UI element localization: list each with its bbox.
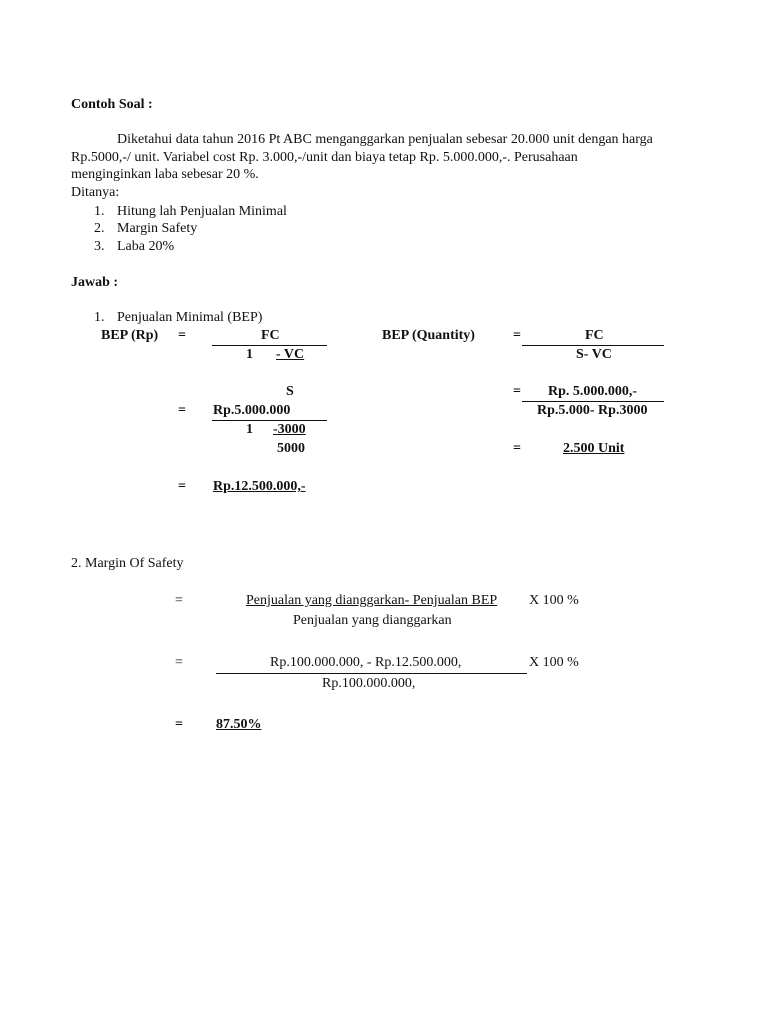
denominator-one: 1 xyxy=(246,422,253,437)
denominator-vc: - VC xyxy=(276,347,305,362)
section2-title: 2. Margin Of Safety xyxy=(71,556,184,571)
problem-line-3: menginginkan laba sebesar 20 %. xyxy=(71,167,259,182)
example-heading: Contoh Soal : xyxy=(71,97,153,112)
mos-values-numerator: Rp.100.000.000, - Rp.12.500.000, xyxy=(270,655,462,670)
quantity-denominator: Rp.5.000- Rp.3000 xyxy=(537,403,648,418)
equals-sign: = xyxy=(178,403,186,418)
times-100-label: X 100 % xyxy=(529,593,579,608)
mos-formula-denominator: Penjualan yang dianggarkan xyxy=(293,613,452,628)
ditanya-label: Ditanya: xyxy=(71,185,120,200)
quantity-numerator: Rp. 5.000.000,- xyxy=(548,384,638,399)
times-100-label: X 100 % xyxy=(529,655,579,670)
equals-sign: = xyxy=(178,328,186,343)
s-symbol: S xyxy=(286,384,294,399)
fc-numerator: FC xyxy=(261,328,280,343)
bep-quantity-label: BEP (Quantity) xyxy=(382,328,475,343)
question-number: 2. xyxy=(94,221,105,236)
mos-result-value: 87.50% xyxy=(216,717,262,732)
question-item: Hitung lah Penjualan Minimal xyxy=(117,204,287,219)
bep-quantity-result: 2.500 Unit xyxy=(563,441,625,456)
equals-sign: = xyxy=(175,593,183,608)
quantity-fc: FC xyxy=(585,328,604,343)
equals-sign: = xyxy=(513,384,521,399)
section1-title: Penjualan Minimal (BEP) xyxy=(117,310,263,325)
denominator-vc-value: -3000 xyxy=(273,422,306,437)
question-number: 1. xyxy=(94,204,105,219)
problem-line-2: Rp.5000,-/ unit. Variabel cost Rp. 3.000,-/unit dan biaya tetap Rp. 5.000.000,-. Perusahaan xyxy=(71,150,578,165)
mos-formula-numerator: Penjualan yang dianggarkan- Penjualan BEP xyxy=(246,593,498,608)
fraction-bar xyxy=(216,673,527,674)
mos-result xyxy=(216,718,262,732)
question-item: Margin Safety xyxy=(117,221,198,236)
question-item: Laba 20% xyxy=(117,239,175,254)
section1-number: 1. xyxy=(94,310,105,325)
equals-sign: = xyxy=(175,655,183,670)
fraction-bar xyxy=(212,345,327,346)
mos-values-denominator: Rp.100.000.000, xyxy=(322,676,416,691)
equals-sign: = xyxy=(175,717,183,732)
problem-line-1: Diketahui data tahun 2016 Pt ABC menganggarkan penjualan sebesar 20.000 unit dengan harga xyxy=(117,132,653,147)
question-number: 3. xyxy=(94,239,105,254)
equals-sign: = xyxy=(513,441,521,456)
equals-sign: = xyxy=(178,479,186,494)
equals-sign: = xyxy=(513,328,521,343)
denominator-price-value: 5000 xyxy=(277,441,305,456)
quantity-s-vc: S- VC xyxy=(576,347,612,362)
bep-rp-label: BEP (Rp) xyxy=(101,328,159,343)
bep-rp-result: Rp.12.500.000,- xyxy=(213,479,306,494)
fc-value: Rp.5.000.000 xyxy=(213,403,291,418)
fraction-bar xyxy=(522,401,664,402)
denominator-one: 1 xyxy=(246,347,253,362)
answer-heading: Jawab : xyxy=(71,275,119,290)
fraction-bar xyxy=(212,420,327,421)
fraction-bar xyxy=(522,345,664,346)
